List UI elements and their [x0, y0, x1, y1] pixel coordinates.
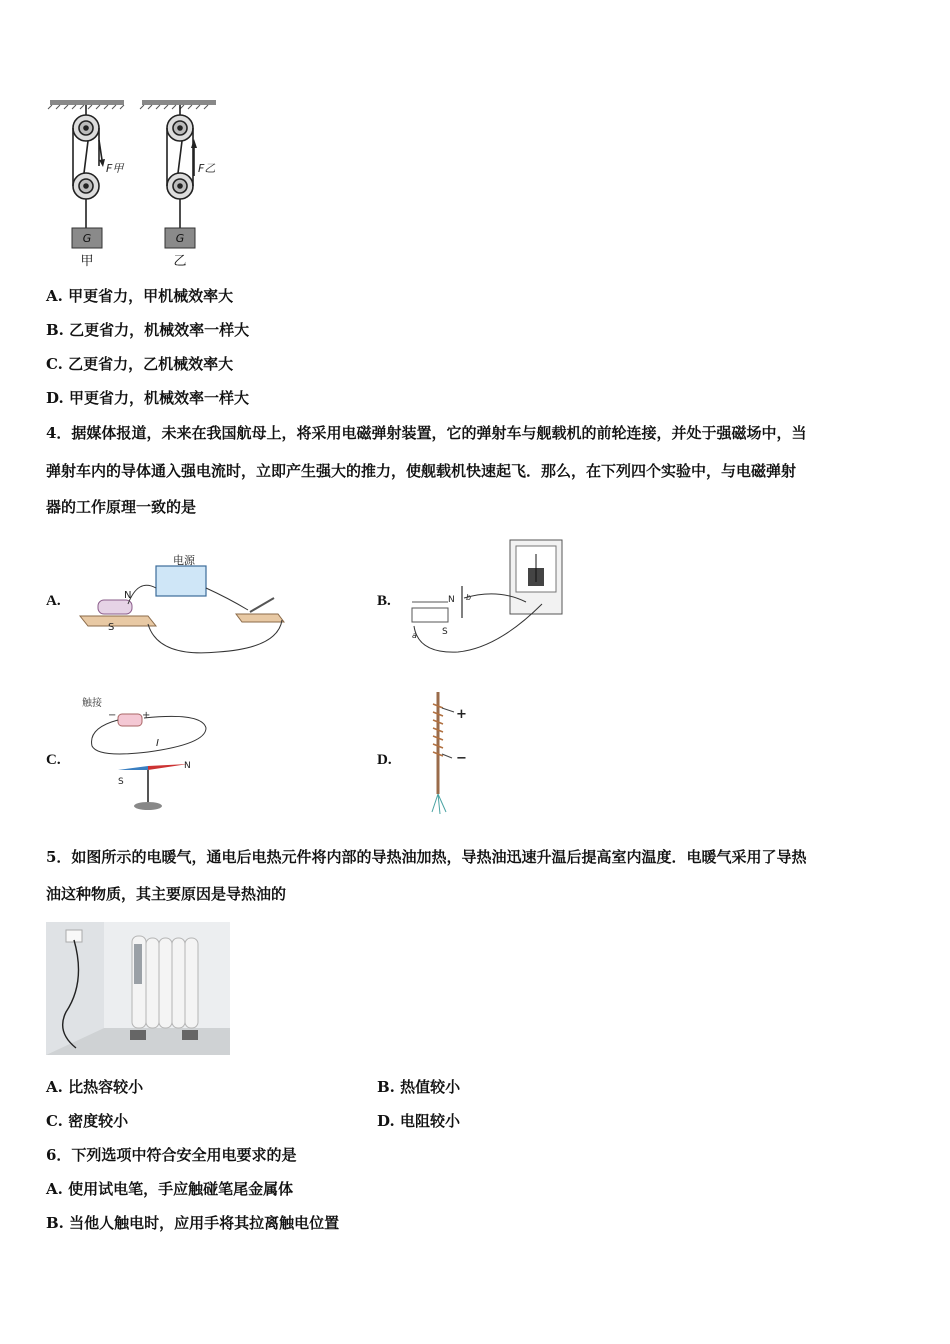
q3-option-a: A. 甲更省力，甲机械效率大	[46, 287, 234, 305]
weight-label-left: G	[82, 232, 92, 245]
oil-heater-photo	[46, 922, 230, 1055]
force-arrow-right	[191, 139, 215, 176]
pole-s-a: S	[108, 622, 115, 633]
q6-stem: 6．下列选项中符合安全用电要求的是	[46, 1146, 297, 1164]
q5-option-b: B. 热值较小	[377, 1078, 461, 1096]
force-label-right: F乙	[198, 162, 216, 175]
magnet-a	[98, 600, 132, 614]
q5-option-a: A. 比热容较小	[46, 1078, 144, 1096]
q4-stem-line-1: 4．据媒体报道，未来在我国航母上，将采用电磁弹射装置，它的弹射车与舰载机的前轮连接，并处于强磁场中，当	[46, 424, 807, 442]
compass-needle-n	[148, 764, 188, 770]
q4-option-c-label: C.	[46, 752, 61, 768]
heater-wheel-right	[182, 1030, 198, 1040]
force-arrow-left	[99, 140, 125, 175]
terminal-b-label: b	[466, 593, 472, 602]
q4-option-b-label: B.	[377, 593, 391, 609]
q4-figure-c	[78, 692, 218, 816]
horseshoe-magnet	[412, 608, 448, 622]
terminal-plus-d: +	[456, 707, 467, 722]
base-board-a	[80, 616, 156, 626]
ceiling-right	[140, 100, 216, 109]
q5-option-d: D. 电阻较小	[377, 1112, 460, 1130]
current-label: I	[156, 738, 159, 749]
power-supply-box	[156, 566, 206, 596]
q4-option-a-label: A.	[46, 593, 61, 609]
heater-control-panel	[134, 944, 142, 984]
pole-s-b: S	[442, 627, 448, 637]
q6-option-b: B. 当他人触电时，应用手将其拉离触电位置	[46, 1214, 340, 1232]
needle-s-label: S	[118, 777, 124, 787]
pulley-system-right	[167, 105, 193, 228]
battery-minus: −	[108, 710, 117, 721]
q6-option-a: A. 使用试电笔，手应触碰笔尾金属体	[46, 1180, 294, 1198]
switch-base	[236, 614, 284, 622]
terminal-a-label: a	[412, 631, 417, 640]
force-label-left: F甲	[106, 162, 124, 175]
q4-option-d-label: D.	[377, 752, 392, 768]
q5-option-c: C. 密度较小	[46, 1112, 129, 1130]
q4-figure-a	[78, 548, 298, 660]
weight-label-right: G	[175, 232, 185, 245]
compass-base	[134, 802, 162, 810]
q5-stem-line-2: 油这种物质，其主要原因是导热油的	[46, 885, 287, 903]
power-supply-label: 电源	[173, 554, 195, 567]
q4-stem-line-2: 弹射车内的导体通入强电流时，立即产生强大的推力，使舰载机快速起飞．那么，在下列四个实验中，与电磁弹射	[46, 462, 797, 480]
q4-stem-line-3: 器的工作原理一致的是	[46, 498, 197, 516]
switch-lever	[250, 598, 274, 612]
q3-option-c: C. 乙更省力，乙机械效率大	[46, 355, 234, 373]
touch-label: 触接	[82, 698, 102, 709]
compass-needle-s	[118, 766, 148, 770]
battery	[118, 714, 142, 726]
figure-label-jia: 甲	[80, 254, 94, 269]
terminal-minus-d: −	[456, 751, 467, 766]
q5-stem-line-1: 5．如图所示的电暖气，通电后电热元件将内部的导热油加热，导热油迅速升温后提高室内温度．电暖气采用了导热	[46, 848, 807, 866]
battery-plus: +	[142, 710, 151, 721]
pole-n-b: N	[448, 595, 455, 605]
pulley-system-left	[73, 105, 99, 228]
pole-n-a: N	[124, 590, 132, 601]
pulley-figure	[44, 96, 224, 274]
attracted-clips	[432, 794, 446, 814]
q4-figure-d	[420, 690, 480, 816]
heater-wheel-left	[130, 1030, 146, 1040]
figure-label-yi: 乙	[173, 254, 187, 269]
needle-n-label: N	[184, 761, 191, 771]
q4-figure-b	[408, 538, 568, 660]
circuit-wire	[92, 716, 206, 754]
q3-option-b: B. 乙更省力，机械效率一样大	[46, 321, 250, 339]
q3-option-d: D. 甲更省力，机械效率一样大	[46, 389, 249, 407]
